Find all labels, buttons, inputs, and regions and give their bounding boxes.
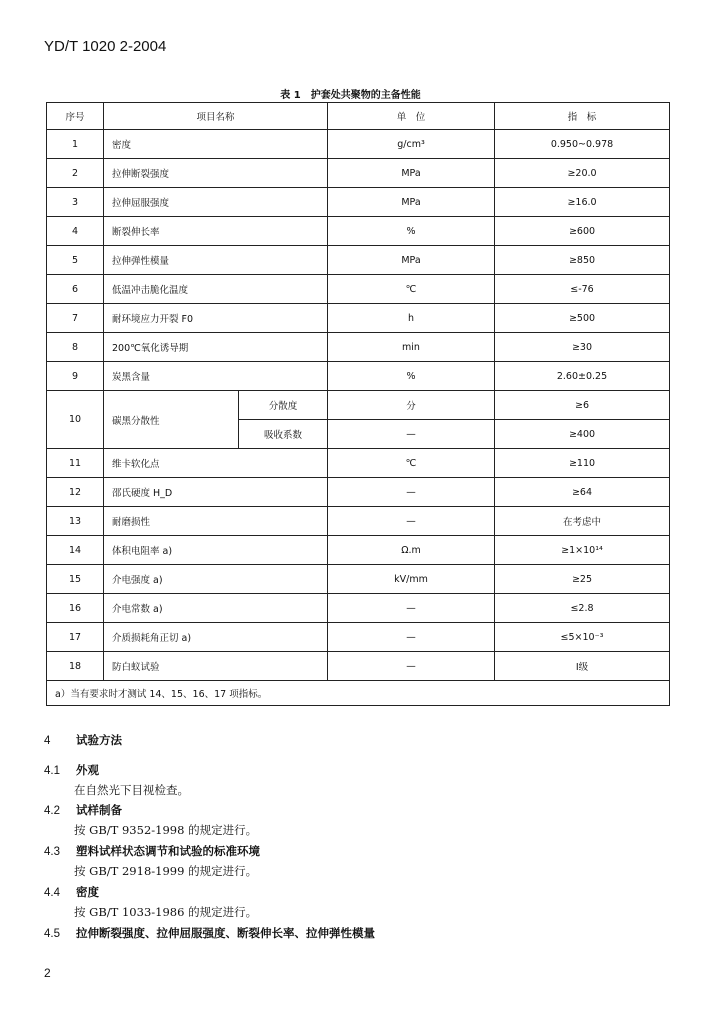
section-heading: [44, 884, 99, 900]
table-footnote: a）当有要求时才测试 14、15、16、17 项指标。: [47, 681, 670, 706]
section-title: 密度: [76, 885, 99, 899]
cell-unit: %: [328, 362, 495, 391]
table-row: [47, 246, 670, 275]
section-number: 4.3: [44, 846, 60, 858]
cell-unit: —: [328, 652, 495, 681]
cell-unit: —: [328, 507, 495, 536]
table-row: [47, 449, 670, 478]
cell-no: 16: [47, 594, 104, 623]
cell-name: 体积电阻率 a): [104, 536, 328, 565]
cell-no: 10: [47, 391, 104, 449]
cell-value: 0.950~0.978: [495, 130, 670, 159]
cell-unit: MPa: [328, 246, 495, 275]
table-row: [47, 594, 670, 623]
section-body: 按 GB/T 9352-1998 的规定进行。: [74, 823, 258, 837]
cell-name: 拉伸弹性模量: [104, 246, 328, 275]
section-body: 按 GB/T 2918-1999 的规定进行。: [74, 864, 258, 878]
table-row: [47, 536, 670, 565]
cell-no: 5: [47, 246, 104, 275]
cell-name: 200℃氧化诱导期: [104, 333, 328, 362]
section-title: 拉伸断裂强度、拉伸屈服强度、断裂伸长率、拉伸弹性模量: [76, 926, 375, 940]
table-row: [47, 217, 670, 246]
cell-unit: %: [328, 217, 495, 246]
cell-unit: MPa: [328, 159, 495, 188]
section-title: 试样制备: [76, 803, 122, 817]
cell-subitem: 吸收系数: [239, 420, 328, 449]
table-row: [47, 159, 670, 188]
cell-name: 耐环境应力开裂 F0: [104, 304, 328, 333]
table-row: [47, 478, 670, 507]
cell-value: Ⅰ级: [495, 652, 670, 681]
cell-no: 13: [47, 507, 104, 536]
cell-unit: ℃: [328, 449, 495, 478]
cell-name: 炭黑含量: [104, 362, 328, 391]
cell-name: 密度: [104, 130, 328, 159]
cell-name: 断裂伸长率: [104, 217, 328, 246]
cell-name: 拉伸断裂强度: [104, 159, 328, 188]
table-row: [47, 652, 670, 681]
cell-no: 15: [47, 565, 104, 594]
table-header-row: [47, 103, 670, 130]
section-heading: [44, 762, 99, 778]
cell-value: ≥110: [495, 449, 670, 478]
cell-value: ≥500: [495, 304, 670, 333]
section-heading: [44, 732, 122, 748]
section-title: 塑料试样状态调节和试验的标准环境: [76, 844, 260, 858]
header-value: 指 标: [495, 103, 670, 130]
table-row: [47, 391, 670, 420]
cell-value: 2.60±0.25: [495, 362, 670, 391]
cell-name: 碳黑分散性: [104, 391, 239, 449]
cell-no: 2: [47, 159, 104, 188]
header-unit: 单 位: [328, 103, 495, 130]
cell-value: ≥64: [495, 478, 670, 507]
cell-unit: —: [328, 478, 495, 507]
cell-name: 介电强度 a): [104, 565, 328, 594]
cell-value: ≥850: [495, 246, 670, 275]
section-heading: [44, 802, 122, 818]
cell-no: 1: [47, 130, 104, 159]
header-name: 项目名称: [104, 103, 328, 130]
cell-unit: 分: [328, 391, 495, 420]
table-row: [47, 333, 670, 362]
cell-no: 9: [47, 362, 104, 391]
cell-value: ≤2.8: [495, 594, 670, 623]
cell-value: ≤-76: [495, 275, 670, 304]
cell-value: ≥30: [495, 333, 670, 362]
cell-no: 11: [47, 449, 104, 478]
section-number: 4: [44, 735, 51, 747]
cell-value: ≥25: [495, 565, 670, 594]
cell-value: ≤5×10⁻³: [495, 623, 670, 652]
section-title: 试验方法: [76, 733, 122, 747]
cell-no: 12: [47, 478, 104, 507]
cell-value: ≥20.0: [495, 159, 670, 188]
header-no: 序号: [47, 103, 104, 130]
properties-table: [46, 102, 670, 706]
table-row: [47, 362, 670, 391]
cell-unit: —: [328, 420, 495, 449]
section-heading: [44, 843, 260, 859]
cell-unit: —: [328, 594, 495, 623]
cell-name: 低温冲击脆化温度: [104, 275, 328, 304]
table-row: [47, 188, 670, 217]
cell-unit: —: [328, 623, 495, 652]
cell-value: 在考虑中: [495, 507, 670, 536]
cell-no: 4: [47, 217, 104, 246]
section-body: 在自然光下目视检查。: [74, 783, 189, 797]
section-number: 4.4: [44, 887, 60, 899]
cell-no: 14: [47, 536, 104, 565]
cell-subitem: 分散度: [239, 391, 328, 420]
cell-value: ≥600: [495, 217, 670, 246]
cell-unit: Ω.m: [328, 536, 495, 565]
cell-value: ≥400: [495, 420, 670, 449]
cell-unit: kV/mm: [328, 565, 495, 594]
cell-name: 邵氏硬度 H_D: [104, 478, 328, 507]
cell-name: 耐磨损性: [104, 507, 328, 536]
table-row: [47, 623, 670, 652]
cell-no: 18: [47, 652, 104, 681]
table-caption: 表 1 护套处共聚物的主备性能: [280, 90, 421, 101]
cell-no: 8: [47, 333, 104, 362]
section-number: 4.1: [44, 765, 60, 777]
cell-unit: ℃: [328, 275, 495, 304]
section-heading: [44, 925, 375, 941]
cell-no: 6: [47, 275, 104, 304]
standard-number: YD/T 1020 2-2004: [44, 38, 167, 55]
section-number: 4.5: [44, 928, 60, 940]
table-note-row: [47, 681, 670, 706]
cell-unit: MPa: [328, 188, 495, 217]
cell-name: 维卡软化点: [104, 449, 328, 478]
cell-name: 拉伸屈服强度: [104, 188, 328, 217]
table-row: [47, 130, 670, 159]
cell-unit: g/cm³: [328, 130, 495, 159]
cell-value: ≥6: [495, 391, 670, 420]
table-row: [47, 565, 670, 594]
cell-value: ≥1×10¹⁴: [495, 536, 670, 565]
cell-value: ≥16.0: [495, 188, 670, 217]
section-body: 按 GB/T 1033-1986 的规定进行。: [74, 905, 258, 919]
section-title: 外观: [76, 763, 99, 777]
table-row: [47, 304, 670, 333]
table-row: [47, 507, 670, 536]
cell-no: 3: [47, 188, 104, 217]
cell-name: 介电常数 a): [104, 594, 328, 623]
cell-unit: min: [328, 333, 495, 362]
cell-unit: h: [328, 304, 495, 333]
section-number: 4.2: [44, 805, 60, 817]
page-number: 2: [44, 966, 51, 980]
table-row: [47, 275, 670, 304]
cell-no: 17: [47, 623, 104, 652]
cell-name: 介质损耗角正切 a): [104, 623, 328, 652]
cell-name: 防白蚁试验: [104, 652, 328, 681]
cell-no: 7: [47, 304, 104, 333]
